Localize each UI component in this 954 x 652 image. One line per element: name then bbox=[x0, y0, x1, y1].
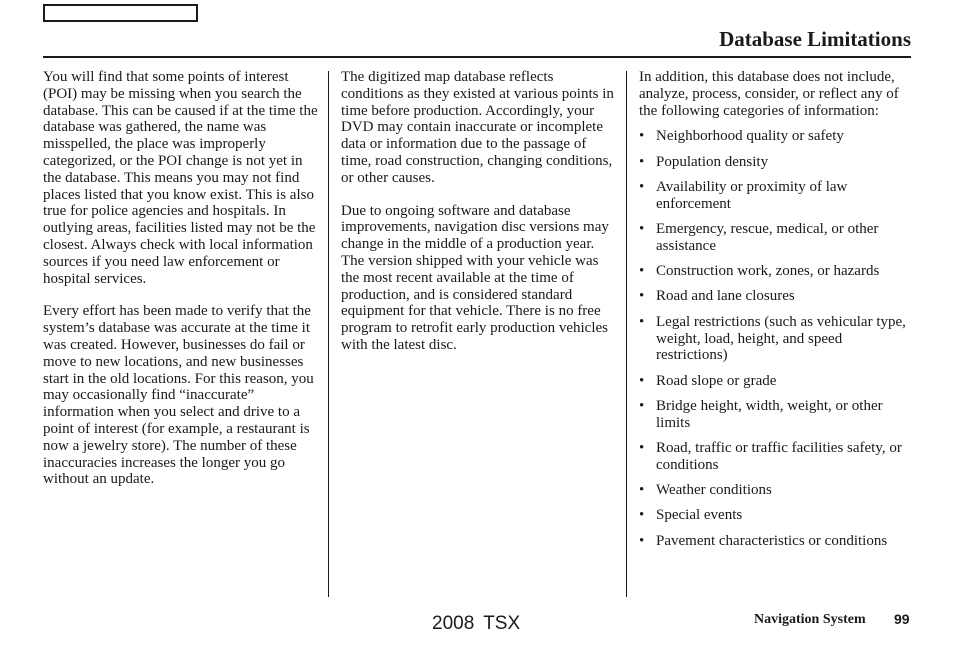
bullet-icon: • bbox=[639, 397, 645, 414]
column-divider bbox=[626, 71, 627, 597]
list-item-text: Road, traffic or traffic facilities safety, or conditions bbox=[656, 440, 902, 473]
bullet-icon: • bbox=[639, 178, 645, 195]
list-item bbox=[639, 398, 914, 432]
bullet-icon: • bbox=[639, 313, 645, 330]
page-title: Database Limitations bbox=[719, 27, 911, 51]
bullet-icon: • bbox=[639, 288, 645, 305]
bullet-icon: • bbox=[639, 263, 645, 280]
bullet-list bbox=[639, 128, 914, 549]
bullet-icon: • bbox=[639, 153, 645, 170]
paragraph: The digitized map database reflects conditions as they existed at various points in time before production. Accordingly, your DVD may contain inaccurate or incomplete data or information due to the passage of time, road construction, changing conditions, or other causes. bbox=[341, 69, 614, 186]
list-item bbox=[639, 314, 914, 364]
list-item-text: Legal restrictions (such as vehicular type, weight, load, height, and speed restrictions) bbox=[656, 313, 906, 364]
title-divider bbox=[43, 56, 911, 58]
bullet-icon: • bbox=[639, 482, 645, 499]
bullet-icon: • bbox=[639, 372, 645, 389]
list-item bbox=[639, 533, 914, 550]
model-label: 2008 TSX bbox=[432, 613, 521, 634]
list-item-text: Availability or proximity of law enforcement bbox=[656, 178, 848, 212]
bullet-icon: • bbox=[639, 532, 645, 549]
list-item bbox=[639, 263, 914, 280]
bullet-icon: • bbox=[639, 221, 645, 238]
list-item bbox=[639, 288, 914, 305]
list-item-text: Bridge height, width, weight, or other limits bbox=[656, 397, 883, 431]
paragraph: Every effort has been made to verify that the system’s database was accurate at the time it was created. However, businesses do fail or move to new locations, and new businesses start in the old locations. For this reason, you may occasionally find “inaccurate” information when you select and drive to a point of interest (for example, a restaurant is now a jewelry store). The number of these inaccuracies increases the longer you go without an update. bbox=[43, 303, 314, 488]
list-item-text: Construction work, zones, or hazards bbox=[656, 263, 880, 280]
paragraph: Due to ongoing software and database improvements, navigation disc versions may change in the middle of a production year. The version shipped with your vehicle was the most recent available at the time of production, and is considered standard equipment for that vehicle. There is no free program to retrofit early production vehicles with the latest disc. bbox=[341, 202, 609, 353]
list-item bbox=[639, 221, 914, 255]
list-item bbox=[639, 154, 914, 171]
footer-section-name: Navigation System bbox=[754, 612, 866, 627]
list-item-text: Weather conditions bbox=[656, 482, 772, 499]
list-item bbox=[639, 482, 914, 499]
paragraph: In addition, this database does not include, analyze, process, consider, or reflect any of the following categories of information: bbox=[639, 69, 899, 119]
list-item bbox=[639, 179, 914, 213]
bullet-icon: • bbox=[639, 128, 645, 145]
column-middle bbox=[341, 69, 616, 370]
list-item-text: Road and lane closures bbox=[656, 288, 795, 305]
page-number: 99 bbox=[894, 611, 910, 627]
list-item bbox=[639, 440, 914, 474]
list-item bbox=[639, 507, 914, 524]
list-item bbox=[639, 128, 914, 145]
column-left bbox=[43, 69, 318, 504]
list-item-text: Road slope or grade bbox=[656, 372, 777, 389]
bullet-icon: • bbox=[639, 507, 645, 524]
header-tab-box bbox=[43, 4, 198, 22]
list-item bbox=[639, 373, 914, 390]
list-item-text: Neighborhood quality or safety bbox=[656, 128, 844, 145]
column-right bbox=[639, 69, 914, 558]
list-item-text: Pavement characteristics or conditions bbox=[656, 532, 888, 549]
list-item-text: Population density bbox=[656, 153, 769, 170]
paragraph: You will find that some points of interest (POI) may be missing when you search the database. This can be caused if at the time the database was gathered, the name was misspelled, the place was improperly categorized, or the POI change is not yet in the database. This means you may not find places listed that you know exist. This is also true for police agencies and hospitals. In outlying areas, facilities listed may not be the closest. Always check with local information sources if you need law enforcement or hospital services. bbox=[43, 69, 318, 287]
bullet-icon: • bbox=[639, 440, 645, 457]
list-item-text: Emergency, rescue, medical, or other assistance bbox=[656, 221, 879, 254]
column-divider bbox=[328, 71, 329, 597]
list-item-text: Special events bbox=[656, 507, 743, 524]
